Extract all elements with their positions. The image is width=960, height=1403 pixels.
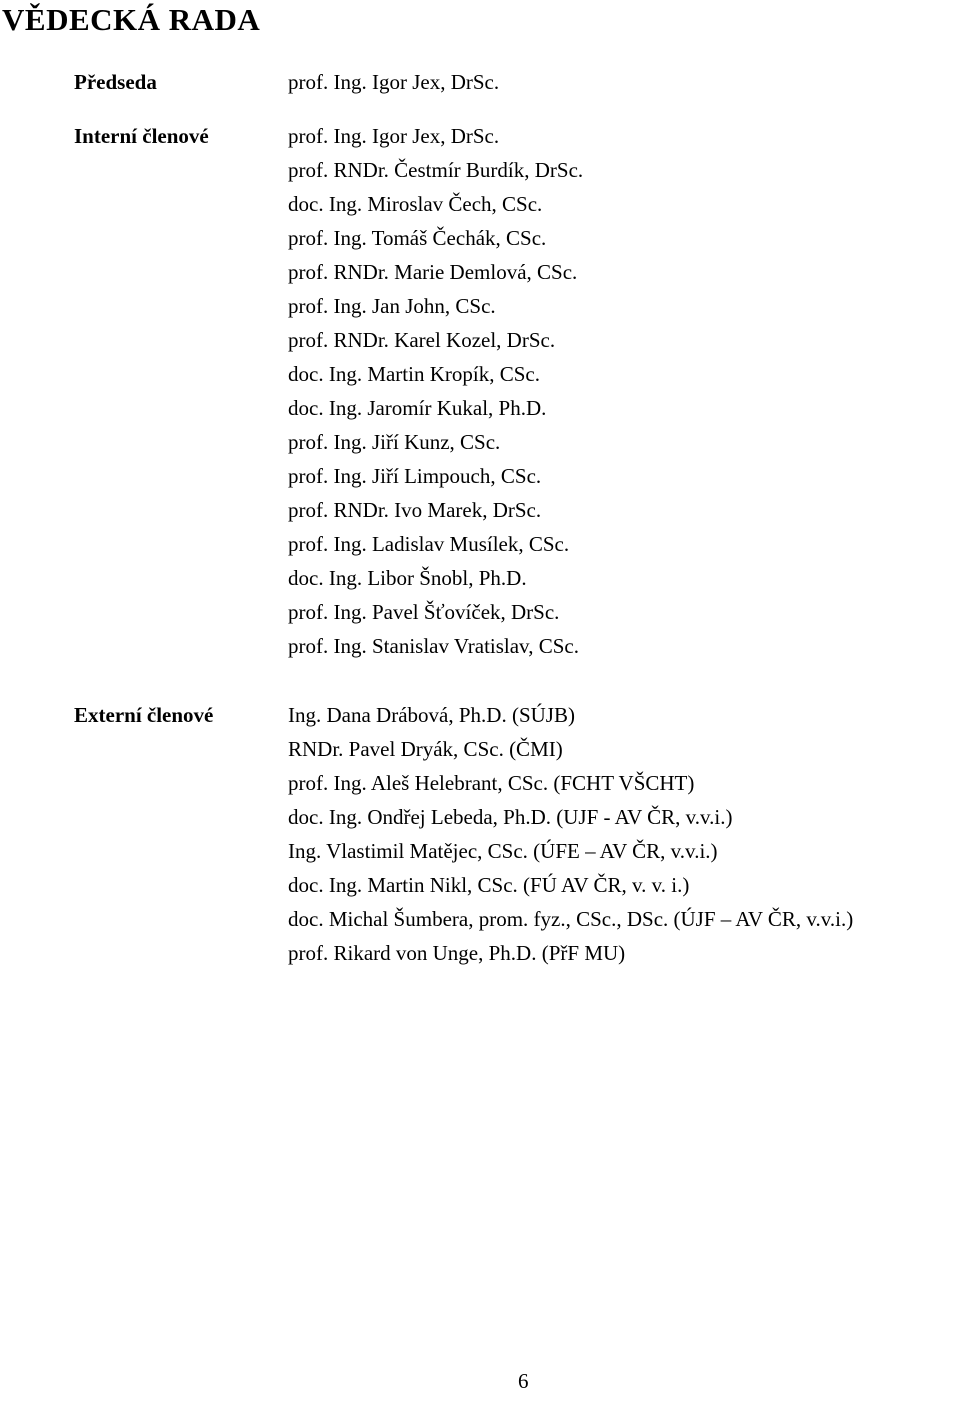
chair-label: Předseda — [74, 70, 157, 94]
list-item: prof. Ing. Ladislav Musílek, CSc. — [288, 532, 570, 556]
list-item: doc. Michal Šumbera, prom. fyz., CSc., DSc. (ÚJF – AV ČR, v.v.i.) — [288, 907, 854, 931]
list-item: doc. Ing. Jaromír Kukal, Ph.D. — [288, 396, 547, 420]
list-item: prof. Ing. Igor Jex, DrSc. — [288, 124, 500, 148]
page-number: 6 — [518, 1369, 529, 1393]
list-item: prof. RNDr. Ivo Marek, DrSc. — [288, 498, 542, 522]
internal-members-list — [288, 119, 583, 663]
external-members-label: Externí členové — [74, 703, 214, 727]
internal-members-label: Interní členové — [74, 124, 209, 148]
list-item: doc. Ing. Libor Šnobl, Ph.D. — [288, 566, 527, 590]
external-members-list — [288, 698, 853, 970]
list-item: doc. Ing. Ondřej Lebeda, Ph.D. (UJF - AV ČR, v.v.i.) — [288, 805, 733, 829]
list-item: prof. Ing. Tomáš Čechák, CSc. — [288, 226, 547, 250]
list-item: prof. RNDr. Čestmír Burdík, DrSc. — [288, 158, 584, 182]
list-item: prof. Ing. Jan John, CSc. — [288, 294, 496, 318]
list-item: doc. Ing. Martin Nikl, CSc. (FÚ AV ČR, v. v. i.) — [288, 873, 690, 897]
list-item: doc. Ing. Miroslav Čech, CSc. — [288, 192, 543, 216]
list-item: doc. Ing. Martin Kropík, CSc. — [288, 362, 540, 386]
list-item: prof. Ing. Stanislav Vratislav, CSc. — [288, 634, 579, 658]
page-title: VĚDECKÁ RADA — [2, 2, 261, 37]
list-item: RNDr. Pavel Dryák, CSc. (ČMI) — [288, 737, 563, 761]
list-item: prof. Rikard von Unge, Ph.D. (PřF MU) — [288, 941, 626, 965]
list-item: prof. Ing. Pavel Šťovíček, DrSc. — [288, 600, 560, 624]
list-item: prof. Ing. Jiří Limpouch, CSc. — [288, 464, 542, 488]
list-item: prof. RNDr. Karel Kozel, DrSc. — [288, 328, 556, 352]
list-item: Ing. Vlastimil Matějec, CSc. (ÚFE – AV ČR, v.v.i.) — [288, 839, 718, 863]
chair-list — [288, 65, 499, 99]
list-item: Ing. Dana Drábová, Ph.D. (SÚJB) — [288, 703, 575, 727]
list-item: prof. RNDr. Marie Demlová, CSc. — [288, 260, 578, 284]
list-item: prof. Ing. Igor Jex, DrSc. — [288, 70, 500, 94]
list-item: prof. Ing. Jiří Kunz, CSc. — [288, 430, 501, 454]
list-item: prof. Ing. Aleš Helebrant, CSc. (FCHT VŠCHT) — [288, 771, 695, 795]
